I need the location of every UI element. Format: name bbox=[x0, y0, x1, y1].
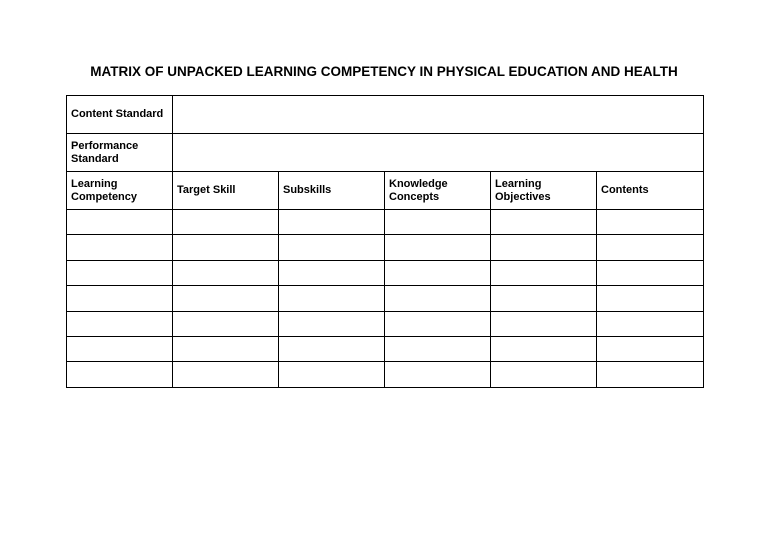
table-cell bbox=[597, 260, 704, 285]
table-cell bbox=[173, 210, 279, 235]
table-cell bbox=[279, 286, 385, 311]
content-standard-row bbox=[67, 96, 704, 134]
performance-standard-value-cell bbox=[173, 134, 704, 172]
table-cell bbox=[279, 362, 385, 387]
performance-standard-row bbox=[67, 134, 704, 172]
table-cell bbox=[279, 260, 385, 285]
table-cell bbox=[279, 210, 385, 235]
table-cell bbox=[67, 235, 173, 260]
header-learning-competency: Learning Competency bbox=[67, 172, 173, 210]
table-row bbox=[67, 260, 704, 285]
table-cell bbox=[491, 311, 597, 336]
table-cell bbox=[597, 336, 704, 361]
content-standard-label: Content Standard bbox=[67, 96, 173, 134]
table-cell bbox=[491, 260, 597, 285]
table-cell bbox=[385, 260, 491, 285]
table-cell bbox=[279, 311, 385, 336]
table-cell bbox=[173, 260, 279, 285]
table-cell bbox=[491, 235, 597, 260]
table-cell bbox=[385, 235, 491, 260]
table-row bbox=[67, 336, 704, 361]
table-row bbox=[67, 311, 704, 336]
table-cell bbox=[491, 286, 597, 311]
table-cell bbox=[279, 336, 385, 361]
table-cell bbox=[67, 286, 173, 311]
table-cell bbox=[597, 311, 704, 336]
header-subskills: Subskills bbox=[279, 172, 385, 210]
table-row bbox=[67, 362, 704, 387]
table-cell bbox=[67, 260, 173, 285]
performance-standard-label: Performance Standard bbox=[67, 134, 173, 172]
table-cell bbox=[173, 362, 279, 387]
table-cell bbox=[385, 336, 491, 361]
table-cell bbox=[385, 210, 491, 235]
header-contents: Contents bbox=[597, 172, 704, 210]
table-cell bbox=[173, 286, 279, 311]
content-standard-value-cell bbox=[173, 96, 704, 134]
table-cell bbox=[385, 311, 491, 336]
header-learning-objectives: Learning Objectives bbox=[491, 172, 597, 210]
table-cell bbox=[385, 362, 491, 387]
table-cell bbox=[491, 210, 597, 235]
competency-matrix-table bbox=[66, 95, 704, 388]
table-cell bbox=[67, 311, 173, 336]
table-cell bbox=[67, 210, 173, 235]
table-cell bbox=[491, 336, 597, 361]
table-cell bbox=[67, 362, 173, 387]
header-target-skill: Target Skill bbox=[173, 172, 279, 210]
table-cell bbox=[491, 362, 597, 387]
table-cell bbox=[597, 210, 704, 235]
table-cell bbox=[597, 235, 704, 260]
table-cell bbox=[173, 336, 279, 361]
column-header-row bbox=[67, 172, 704, 210]
table-cell bbox=[279, 235, 385, 260]
table-cell bbox=[173, 311, 279, 336]
table-row bbox=[67, 210, 704, 235]
table-cell bbox=[173, 235, 279, 260]
table-row bbox=[67, 235, 704, 260]
header-knowledge-concepts: Knowledge Concepts bbox=[385, 172, 491, 210]
table-cell bbox=[597, 286, 704, 311]
blank-rows-body bbox=[67, 210, 704, 388]
table-cell bbox=[67, 336, 173, 361]
table-cell bbox=[597, 362, 704, 387]
table-cell bbox=[385, 286, 491, 311]
document-title: MATRIX OF UNPACKED LEARNING COMPETENCY IN PHYSICAL EDUCATION AND HEALTH bbox=[90, 64, 678, 79]
table-row bbox=[67, 286, 704, 311]
